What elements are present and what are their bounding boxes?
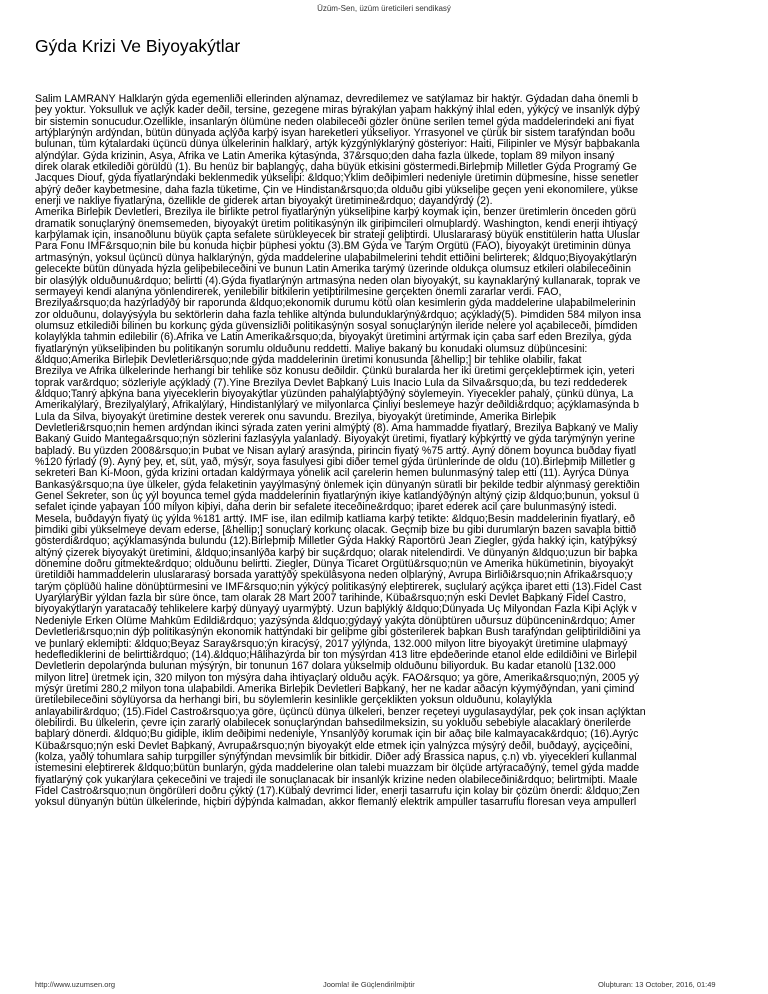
article-line: bir sistemin sonucudur.Özellikle, insanlarýn ölümüne neden olabileceði gözler önüne serilen temel gýda maddelerindeki ani fiyat	[35, 116, 634, 128]
footer-powered-by: Joomla! ile Güçlendirilmiþtir	[323, 980, 415, 989]
article-line: üretildiði hammaddelerin uluslararasý borsada yarattýðý spekülâsyona neden olþlarýný, Avrupa Birliði&rsquo;nin Afrika&rsquo;y	[35, 570, 633, 582]
article-line: direk olarak etkilediði görüldü (1). Bu henüz bir baþlangýç, daha büyük etkisini göstermedi.Birleþmiþ Milletler Gýda Programý Ge	[35, 162, 637, 174]
article-line: UyarýlarýBir yýldan fazla bir süre önce, tam olarak 28 Mart 2007 tarihinde, Küba&rsquo;nýn eski Devlet Baþkaný Fidel Castro,	[35, 593, 627, 605]
page-footer	[35, 980, 768, 992]
article-line: enerji ve nakliye fiyatlarýna, özellikle de giderek artan biyoyakýt üretimine&rdquo; dayandýrdý (2).	[35, 196, 493, 208]
article-line: alýndýlar. Gýda krizinin, Asya, Afrika ve Latin Amerika kýtasýnda, 37&rsquo;den daha fazla ülkede, toplam 89 milyon insaný	[35, 150, 615, 162]
article-line: &ldquo;Amerika Birleþik Devletleri&rsquo;nde gýda maddelerinin üretimi konusunda [&hellip;] bir tehlike olabilir, fakat	[35, 354, 582, 366]
article-line: istemesini eleþtirerek &ldquo;bütün bunlarýn, gýda maddelerine olan talebi muazzam bir ölçüde artýracaðýný, temel gýda madde	[35, 763, 640, 775]
article-body	[35, 94, 768, 980]
article-line: Amerika Birleþik Devletleri, Brezilya ile birlikte petrol fiyatlarýnýn yükseliþine karþý koymak için, benzer üretimlerin önceden görü	[35, 207, 637, 219]
article-line: sefalet içinde yaþayan 100 milyon kiþiyi, daha derin bir sefalete iteceðine&rdquo; iþaret ederek acil çare bulunmasýný istedi.	[35, 502, 617, 514]
article-line: Amerikalýlarý, Brezilyalýlarý, Afrikalýlarý, Hindistanlýlarý ve milyonlarca Çinliyi beslemeye hazýr deðildi&rdquo; açýklamasýnda b	[35, 400, 640, 412]
article-line: toprak var&rdquo; sözleriyle açýkladý (7).Yine Brezilya Devlet Baþkaný Luis Inacio Lula da Silva&rsquo;da, bu tezi reddederek	[35, 377, 627, 389]
article-line: artmasýnýn, yoksul üçüncü dünya halklarýnýn, gýda maddelerine ulaþabilmelerini tehdit ettiðini belirterek; &ldquo;Biyoyakýtlarýn	[35, 252, 637, 264]
article-line: &ldquo;Tanrý aþkýna bana yiyeceklerin biyoyakýtlar yüzünden pahalýlaþtýðýný söylemeyin. Yiyecekler pahalý, çünkü dünya, La	[35, 388, 634, 400]
footer-created-date: Oluþturan: 13 October, 2016, 01:49	[598, 980, 716, 989]
article-line: Devletleri&rsquo;nin dýþ politikasýnýn ekonomik hattýndaki bir geliþme gibi gösterilerek baþkan Bush tarafýndan geliþtirildiðini ya	[35, 627, 641, 639]
article-line: gösterdi&rdquo; açýklamasýnda bulundu (12).Birleþmiþ Milletler Gýda Hakký Raportörü Jean Ziegler, gýda hakký için, katýþýksý	[35, 536, 637, 548]
article-line: karþýlamak için, insanoðlunu büyük çapta sefalete sürükleyecek bir strateji geliþtirdi. Uluslararasý büyük enstitülerin hatta Uluslar	[35, 230, 640, 242]
article-line: Devletleri&rsquo;nin hemen ardýndan ikinci sýrada zaten yerini almýþtý (8). Ama hammadde fiyatlarý, Brezilya Baþkaný ve Maliy	[35, 422, 638, 434]
article-line: Genel Sekreter, son üç yýl boyunca temel gýda maddelerinin fiyatlarýnýn ikiye katlandýðýnýn altýný çizip &ldquo;bunun, yoksul ü	[35, 491, 640, 503]
article-line: gelecekte bütün dünyada hýzla geliþebileceðini ve bunun Latin Amerika tarýmý üzerinde oldukça olumsuz etkileri olabileceðinin	[35, 264, 631, 276]
article-line: artýþlarýnýn ardýndan, bütün dünyada açlýða karþý isyan hareketleri yükseliyor. Ýrrasyonel ve çürük bir sistem tarafýndan boðu	[35, 128, 636, 140]
article-line: ve þunlarý eklemiþti: &ldquo;Beyaz Saray&rsquo;ýn kiracýsý, 2017 yýlýnda, 132.000 milyon litre biyoyakýt üretimine ulaþmayý	[35, 638, 628, 650]
article-line: Fidel Castro&rsquo;nun öngörüleri doðru çýktý (17).Kübalý devrimci lider, enerji tasarrufu için kolay bir çözüm önerdi: &ldquo;Zen	[35, 785, 640, 797]
article-line: dramatik sonuçlarýný önemsemeden, biyoyakýt üretim politikasýnýn ilk giriþimcileri olmuþlardý. Washington, kendi enerji ihtiyaçý	[35, 218, 638, 230]
article-line: fiyatlarýný çok yukarýlara çekeceðini ve trajedi ile sonuçlanacak bir insanlýk krizine neden olabileceðini&rdquo; belirtmiþti. Maale	[35, 774, 638, 786]
article-line: ölebilirdi. Bu ülkelerin, çevre için zararlý olabilecek sonuçlarýndan bahsedilmeksizin, su yokluðu sebebiyle alacaklarý önerilerde	[35, 717, 631, 729]
article-line: hedeflediklerini de belirtti&rdquo; (14).&ldquo;Hâlihazýrda bir ton mýsýrdan 413 litre eþdeðerinde etanol elde edildiðini ve Birleþil	[35, 649, 637, 661]
article-title: Gýda Krizi Ve Biyoyakýtlar	[35, 36, 241, 56]
article-line: zor olduðunu, dolayýsýyla bu sektörlerin daha fazla tehlike altýnda bulunduklarýný&rdquo; açýkladý(5). Þimdiden 584 milyon insa	[35, 309, 641, 321]
article-line: sekreteri Ban Ki-Moon, gýda krizini ortadan kaldýrmaya yönelik acil çarelerin hemen bulunmasýný talep etti (11). Ayrýca Dünya	[35, 468, 629, 480]
article-line: þey yoktur. Yoksulluk ve açlýk kader deðil, tersine, gezegene miras býrakýlan yaþam hakkýný ihlal eden, yýkýcý ve insanlýk dýþý	[35, 105, 640, 117]
footer-url-link[interactable]: http://www.uzumsen.org	[35, 980, 116, 989]
article-line: Mesela, buðdayýn fiyatý üç yýlda %181 arttý. IMF ise, ilan edilmiþ katliama karþý tetikte: &ldquo;Besin maddelerinin fiyatlarý, eð	[35, 513, 636, 525]
article-line: olumsuz etkilediði bilinen bu korkunç gýda güvensizliði politikasýnýn sosyal sonuçlarýnýn ileride nelere yol açabileceði, þimdiden	[35, 320, 638, 332]
article-line: anlayabilir&rdquo; (15).Fidel Castro&rsquo;ya göre, üçüncü dünya ülkeleri, benzer reçeteyi uygulasaydýlar, pek çok insan açlýktan	[35, 706, 646, 718]
article-line: %120 fýrladý (9). Ayný þey, et, süt, yað, mýsýr, soya fasulyesi gibi diðer temel gýda ürünlerinde de oldu (10).Birleþmiþ Milletler g	[35, 457, 636, 468]
article-line: baþlarý dönerdi. &ldquo;Bu gidiþle, iklim deðiþimi nedeniyle, Ýnsanlýðý korumak için bir aðaç bile kalmayacak&rdquo; (16).Ayrýc	[35, 729, 639, 741]
article-line: aþýrý deðer kaybetmesine, daha fazla tüketime, Çin ve Hindistan&rsquo;da olduðu gibi yükseliþe geçen yeni ekonomilere, yükse	[35, 184, 639, 196]
article-line: Bankasý&rsquo;na üye ülkeler, gýda felaketinin yayýlmasýný önlemek için dünyanýn süratli bir þekilde tedbir alýnmasý gerektiðin	[35, 479, 640, 491]
site-header-line: Üzüm-Sen, üzüm üreticileri sendikasý	[317, 4, 451, 13]
article-line: yoksul dünyanýn bütün ülkelerinde, hiçbiri dýþýnda kalmadan, akkor flemanlý elektrik ampuller tasarruflu floresan veya ampullerl	[35, 797, 637, 809]
article-line: kolaylýkla tahmin edilebilir (6).Afrika ve Latin Amerika&rsquo;da, biyoyakýt üretimini artýrmak için çaba sarf eden Brezilya, gýda	[35, 332, 632, 344]
article-line: Devletlerin depolarýnda bulunan mýsýrýn, bir tonunun 167 dolara yükselmiþ olduðunu biliyorduk. Bu kadar etanolü [132.000	[35, 661, 616, 673]
article-line: Brezilya&rsquo;da hazýrladýðý bir raporunda &ldquo;ekonomik durumu kötü olan kesimlerin gýda maddelerine ulaþabilmelerinin	[35, 298, 636, 310]
article-line: bir olasýlýk olduðunu&rdquo; belirtti (4).Gýda fiyatlarýnýn artmasýna neden olan biyoyakýt, su kaynaklarýný kullanarak, toprak ve	[35, 275, 641, 287]
article-line: Salim LAMRANÝ Halklarýn gýda egemenliði ellerinden alýnamaz, devredilemez ve satýlamaz bir haktýr. Gýdadan daha önemli b	[35, 94, 638, 105]
article-line: üretilebileceðini söylüyorsa da herhangi biri, bu söylemlerin kesinlikle gerçeklikten yoksun olduðunu, kolaylýkla	[35, 695, 553, 707]
article-line: þimdiki gibi yükselmeye devam ederse, [&hellip;] sonuçlarý korkunç olacak. Geçmiþ bize bu gibi durumlarýn bazen savaþla bittið	[35, 525, 637, 537]
article-line: Bakaný Guido Mantega&rsquo;nýn sözlerini fazlasýyla yalanladý. Biyoyakýt üretimi, fiyatlarý kýþkýrttý ve gýda tarýmýnýn yerine	[35, 434, 635, 446]
article-line: (kolza, yaðlý tohumlara sahip turpgiller sýnýfýndan mevsimlik bir bitkidir. Diðer adý Brassica napus, ç.n) vb. yiyecekleri kullanmal	[35, 751, 637, 763]
article-line: bulunan, tüm kýtalardaki üçüncü dünya ülkelerinin halklarý, artýk kýzgýnlýklarýný gösteriyor: Haiti, Filipinler ve Mýsýr baþbakanla	[35, 139, 640, 151]
article-line: Nedeniyle Erken Ölüme Mahkûm Edildi&rdquo; yazýsýnda &ldquo;gýdayý yakýta dönüþtüren uðursuz düþüncenin&rdquo; Amer	[35, 615, 636, 627]
article-line: altýný çizerek biyoyakýt üretimini, &ldquo;insanlýða karþý bir suç&rdquo; olarak nitelendirdi. Ve dünyanýn &ldquo;uzun bir baþka	[35, 547, 638, 559]
article-line: Brezilya ve Afrika ülkelerinde herhangi bir tehlike söz konusu deðildir. Çünkü buralarda her iki üretimi gerçekleþtirmek için, yeteri	[35, 366, 635, 378]
article-line: biyoyakýtlarýn yaratacaðý tehlikelere karþý dünyayý uyarmýþtý. Uzun baþlýklý &ldquo;Dünyada Üç Milyondan Fazla Kiþi Açlýk v	[35, 604, 637, 616]
article-line: fiyatlarýnýn yükseliþinden bu politikanýn sorumlu olduðunu reddetti. Maliye bakaný bu konudaki olumsuz düþüncesini:	[35, 343, 588, 355]
article-line: Jacques Diouf, gýda fiyatlarýndaki beklenmedik yükseliþi: &ldquo;Ýklim deðiþimleri nedeniyle üretimin düþmesine, hisse senetler	[35, 173, 639, 185]
article-line: Para Fonu IMF&rsquo;nin bile bu konuda hiçbir þüphesi yoktu (3).BM Gýda ve Tarým Örgütü (FAO), biyoyakýt üretiminin dünya	[35, 241, 631, 253]
article-line: dönemine doðru gitmekte&rdquo; olduðunu belirtti. Ziegler, Dünya Ticaret Örgütü&rsquo;nün ve Amerika hükümetinin, biyoyakýt	[35, 559, 634, 571]
article-line: baþladý. Bu yüzden 2008&rsquo;in Þubat ve Nisan aylarý arasýnda, pirincin fiyatý %75 arttý. Ayný dönem boyunca buðday fiyatl	[35, 445, 637, 457]
article-line: mýsýr üretimi 280,2 milyon tona ulaþabildi. Amerika Birleþik Devletleri Baþkaný, her ne kadar aðacýn kýymýðýndan, yani çimind	[35, 683, 635, 695]
article-line: milyon litre] üretmek için, 320 milyon ton mýsýra daha ihtiyaçlarý olduðu açýk. FAO&rsquo; ya göre, Amerika&rsquo;nýn, 2005 yý	[35, 672, 640, 684]
article-line: tarým çöplüðü haline dönüþtürmesini ve IMF&rsquo;nin yýkýcý politikasýný eleþtirerek, suçlularý açýkça iþaret etti (13).Fidel Cast	[35, 581, 642, 593]
article-line: sermayeyi kendi alanýna yönlendirerek, yenilebilir bitkilerin yetiþtirilmesine gerçekten önemli zararlar verdi. FAO,	[35, 286, 562, 298]
article-line: Lula da Silva, biyoyakýt üretimine destek vererek onu savundu. Brezilya, biyoyakýt üretiminde, Amerika Birleþik	[35, 411, 557, 423]
article-line: Küba&rsquo;nýn eski Devlet Baþkaný, Avrupa&rsquo;nýn biyoyakýt elde etmek için yalnýzca mýsýrý deðil, buðdayý, ayçiçeðini,	[35, 740, 633, 752]
